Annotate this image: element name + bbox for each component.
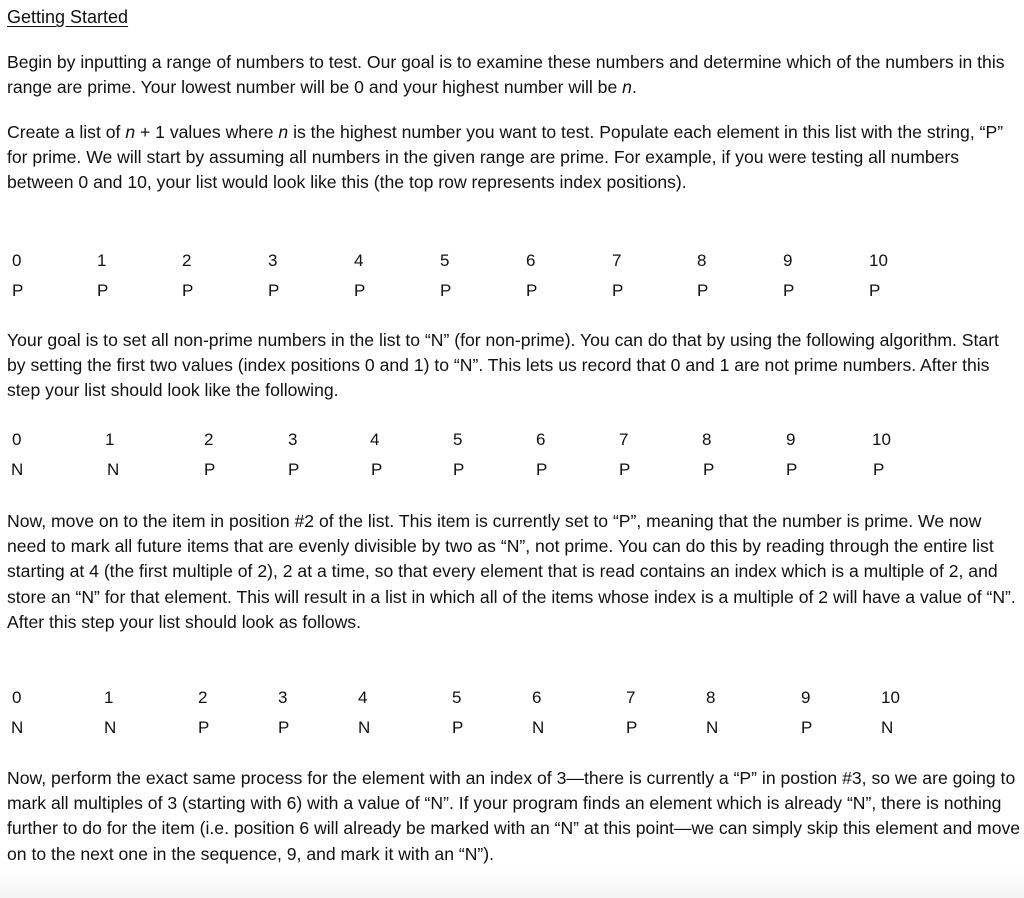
paragraph-text: + 1 values where: [135, 122, 279, 142]
value-cell: P: [268, 281, 280, 300]
index-cell: 7: [619, 430, 629, 449]
index-cell: 9: [783, 251, 793, 270]
paragraph-text: is the highest number you want to test. Populate each element in this list with the string, “P” for prime. We will start by assuming all numbers in the given range are prime. For example, if you were testing all numbers between 0 and 10, your list would look like this (the top row represents index positions).: [7, 122, 1004, 193]
value-cell: P: [182, 281, 194, 300]
value-cell: N: [11, 460, 24, 479]
value-cell: N: [881, 718, 894, 737]
index-cell: 10: [881, 688, 900, 707]
value-cell: N: [11, 718, 24, 737]
value-cell: N: [358, 718, 371, 737]
paragraph-text: Begin by inputting a range of numbers to test. Our goal is to examine these numbers and determine which of the numbers in this range are prime. Your lowest number will be 0 and your highest number will be: [7, 52, 1005, 98]
index-cell: 9: [786, 430, 796, 449]
index-cell: 4: [358, 688, 368, 707]
paragraph-text: Create a list of: [7, 122, 126, 142]
list-table-initial: [7, 251, 1022, 311]
index-cell: 6: [532, 688, 542, 707]
value-cell: P: [354, 281, 366, 300]
index-cell: 9: [801, 688, 811, 707]
page-heading-link[interactable]: Getting Started: [7, 7, 129, 27]
index-cell: 10: [869, 251, 888, 270]
variable-n: n: [278, 122, 289, 142]
list-table-step2: [7, 688, 1022, 748]
index-cell: 3: [278, 688, 288, 707]
index-cell: 1: [104, 688, 114, 707]
paragraph-text: .: [631, 77, 637, 98]
index-cell: 10: [872, 430, 891, 449]
multiples-of-three-paragraph: Now, perform the exact same process for the element with an index of 3—there is currently a “P” in postion #3, so we are going to mark all multiples of 3 (starting with 6) with a value of “N”. If your program finds an element which is already “N”, there is nothing further to do for the item (i.e. position 6 will already be marked with an “N” at this point—we can simply skip this element and move on to the next one in the sequence, 9, and mark it with an “N”).: [7, 768, 1021, 864]
value-cell: P: [703, 460, 715, 479]
value-cell: P: [873, 460, 885, 479]
list-setup-paragraph: [7, 120, 1022, 196]
value-cell: N: [706, 718, 719, 737]
value-cell: P: [278, 718, 290, 737]
value-cell: P: [801, 718, 813, 737]
index-cell: 8: [697, 251, 707, 270]
index-cell: 6: [526, 251, 536, 270]
index-cell: 6: [536, 430, 546, 449]
value-cell: N: [107, 460, 120, 479]
variable-n: n: [622, 77, 632, 98]
intro-paragraph: [7, 50, 1022, 100]
multiples-of-two-paragraph: Now, move on to the item in position #2 of the list. This item is currently set to “P”, meaning that the number is prime. We now need to mark all future items that are evenly divisible by two as “N”, not prime. You can do this by reading through the entire list starting at 4 (the first multiple of 2), 2 at a time, so that every element that is read contains an index which is a multiple of 2, and store an “N” for that element. This will result in a list in which all of the items whose index is a multiple of 2 will have a value of “N”. After this step your list should look as follows.: [7, 511, 1016, 632]
index-cell: 2: [204, 430, 214, 449]
index-cell: 2: [182, 251, 192, 270]
index-cell: 5: [440, 251, 450, 270]
value-cell: N: [104, 718, 117, 737]
value-cell: P: [204, 460, 216, 479]
index-cell: 8: [706, 688, 716, 707]
index-cell: 0: [12, 430, 22, 449]
value-cell: P: [697, 281, 709, 300]
index-cell: 2: [198, 688, 208, 707]
index-cell: 5: [452, 688, 462, 707]
value-cell: P: [453, 460, 465, 479]
value-cell: P: [97, 281, 109, 300]
index-cell: 7: [626, 688, 636, 707]
index-cell: 3: [268, 251, 278, 270]
value-cell: P: [626, 718, 638, 737]
value-cell: P: [536, 460, 548, 479]
value-cell: P: [371, 460, 383, 479]
value-cell: P: [786, 460, 798, 479]
index-cell: 5: [453, 430, 463, 449]
index-cell: 0: [12, 251, 22, 270]
index-cell: 7: [612, 251, 622, 270]
value-cell: P: [869, 281, 881, 300]
value-cell: P: [783, 281, 795, 300]
index-cell: 3: [288, 430, 298, 449]
index-cell: 4: [370, 430, 380, 449]
variable-n: n: [125, 122, 136, 142]
value-cell: P: [526, 281, 538, 300]
value-cell: P: [612, 281, 624, 300]
value-cell: P: [619, 460, 631, 479]
index-cell: 0: [12, 688, 22, 707]
index-cell: 8: [702, 430, 712, 449]
list-table-step1: [7, 430, 1022, 490]
value-cell: P: [440, 281, 452, 300]
index-cell: 1: [105, 430, 115, 449]
value-cell: P: [198, 718, 210, 737]
algorithm-paragraph: Your goal is to set all non-prime numbers in the list to “N” (for non-prime). You can do that by using the following algorithm. Start by setting the first two values (index positions 0 and 1) to “N”. This lets us record that 0 and 1 are not prime numbers. After this step your list should look like the following.: [7, 330, 999, 401]
value-cell: P: [452, 718, 464, 737]
index-cell: 1: [97, 251, 107, 270]
index-cell: 4: [354, 251, 364, 270]
value-cell: P: [288, 460, 300, 479]
bottom-fade: [0, 868, 1024, 898]
value-cell: P: [12, 281, 24, 300]
value-cell: N: [532, 718, 545, 737]
